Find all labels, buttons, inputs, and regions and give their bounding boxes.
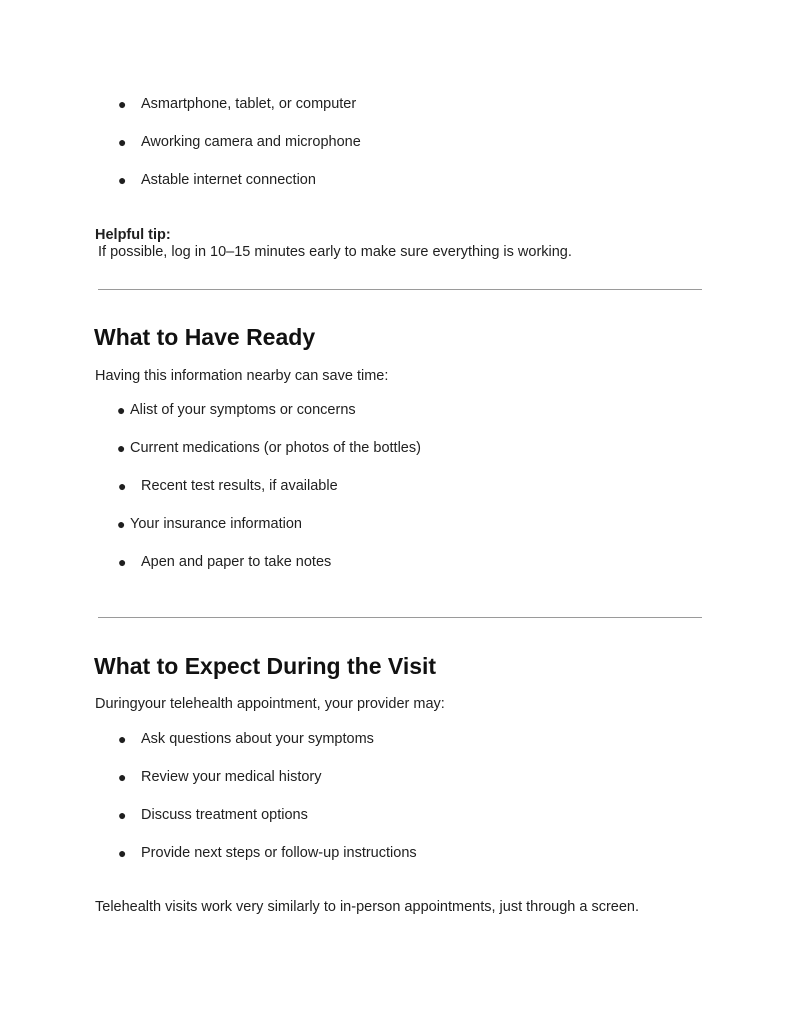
bullet-icon: ●	[118, 554, 127, 570]
bullet-icon: ●	[117, 516, 126, 532]
section-heading-ready: What to Have Ready	[94, 324, 316, 350]
bullet-icon: ●	[118, 807, 127, 823]
bullet-icon: ●	[118, 769, 127, 785]
section-intro-visit: Duringyour telehealth appointment, your provider may:	[95, 696, 445, 712]
bullet-icon: ●	[118, 845, 127, 861]
bullet-icon: ●	[117, 440, 126, 456]
bullet-icon: ●	[118, 478, 127, 494]
section-heading-visit: What to Expect During the Visit	[94, 653, 437, 679]
tip-text: If possible, log in 10–15 minutes early to make sure everything is working.	[98, 244, 572, 260]
section-divider	[98, 617, 702, 618]
document-page: ● Asmartphone, tablet, or computer ● Aworking camera and microphone ● Astable internet connection Helpful tip: If possible, log in 10–15 minutes early to make sure everything is working. What to Have Ready Having this information nearby can save time: ● Alist of your symptoms or concerns ● Current medications (or photos of the bottles) ● Recent test results, if available ● Your insurance information ● Apen and paper to take notes What to Expect During the Visit Duringyour telehealth appointment, your provider may: ● Ask questions about your symptoms ● Review your medical history ● Discuss treatment options ● Provide next steps or follow-up instructions Telehealth visits work very similarly to in-person appointments, just through a screen.	[0, 0, 800, 1036]
section-intro-ready: Having this information nearby can save time:	[95, 368, 389, 384]
tip-label: Helpful tip:	[95, 227, 171, 243]
bullet-icon: ●	[117, 402, 126, 418]
bullet-icon: ●	[118, 134, 127, 150]
bullet-icon: ●	[118, 731, 127, 747]
closing-paragraph: Telehealth visits work very similarly to in-person appointments, just through a screen.	[95, 899, 639, 915]
section-divider	[98, 289, 702, 290]
bullet-icon: ●	[118, 172, 127, 188]
bullet-icon: ●	[118, 96, 127, 112]
